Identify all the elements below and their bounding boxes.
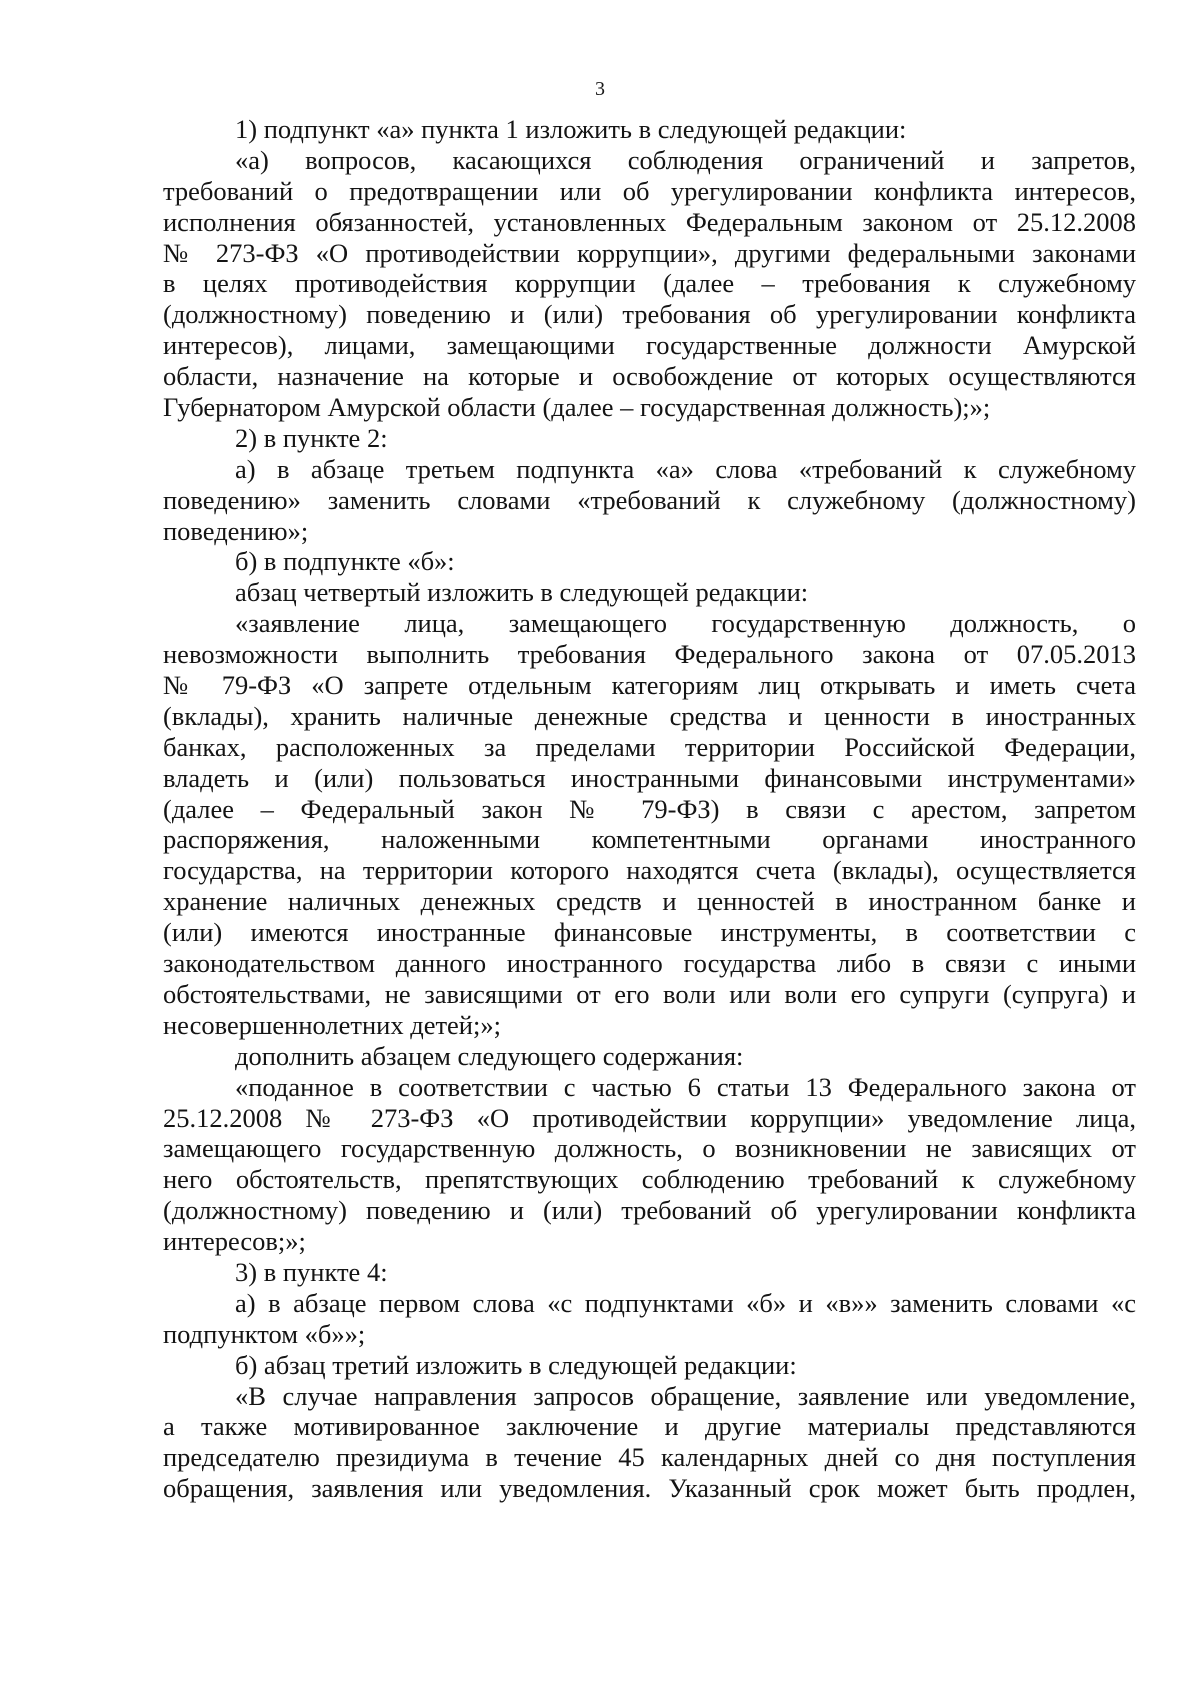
text-line: председателю президиума в течение 45 календарных дней со дня поступления <box>163 1442 1136 1473</box>
text-line: владеть и (или) пользоваться иностранными финансовыми инструментами» <box>163 762 1136 793</box>
text-line: абзац четвертый изложить в следующей редакции: <box>235 577 809 608</box>
text-line: (далее – Федеральный закон № 79-ФЗ) в связи с арестом, запретом <box>163 793 1136 824</box>
document-body <box>163 114 1136 1504</box>
text-line: исполнения обязанностей, установленных Федеральным законом от 25.12.2008 <box>163 206 1136 237</box>
page-number: 3 <box>595 78 605 100</box>
text-line: (вклады), хранить наличные денежные средства и ценности в иностранных <box>163 700 1136 731</box>
text-line: него обстоятельств, препятствующих соблюдению требований к служебному <box>163 1164 1136 1195</box>
text-line: а) в абзаце первом слова «с подпунктами «б» и «в»» заменить словами «с <box>235 1287 1136 1318</box>
text-line: «заявление лица, замещающего государственную должность, о <box>235 608 1136 639</box>
text-line: замещающего государственную должность, о возникновении не зависящих от <box>163 1133 1136 1164</box>
text-line: 2) в пункте 2: <box>235 422 388 453</box>
text-line: государства, на территории которого находятся счета (вклады), осуществляется <box>163 855 1136 886</box>
text-line: (должностному) поведению и (или) требований об урегулировании конфликта <box>163 1195 1136 1226</box>
text-line: № 79-ФЗ «О запрете отдельным категориям лиц открывать и иметь счета <box>163 670 1136 701</box>
text-line: законодательством данного иностранного государства либо в связи с иными <box>163 948 1136 979</box>
text-line: невозможности выполнить требования Федерального закона от 07.05.2013 <box>163 639 1136 670</box>
text-line: а также мотивированное заключение и другие материалы представляются <box>163 1411 1136 1442</box>
text-line: обстоятельствами, не зависящими от его воли или воли его супруги (супруга) и <box>163 978 1136 1009</box>
text-line: подпунктом «б»»; <box>163 1318 366 1349</box>
text-line: несовершеннолетних детей;»; <box>163 1009 501 1040</box>
text-line: б) в подпункте «б»: <box>235 546 455 577</box>
text-line: хранение наличных денежных средств и ценностей в иностранном банке и <box>163 886 1136 917</box>
text-line: «В случае направления запросов обращение, заявление или уведомление, <box>235 1380 1136 1411</box>
text-line: в целях противодействия коррупции (далее – требования к служебному <box>163 268 1136 299</box>
text-line: 3) в пункте 4: <box>235 1256 388 1287</box>
text-line: Губернатором Амурской области (далее – государственная должность);»; <box>163 392 991 423</box>
text-line: № 273-ФЗ «О противодействии коррупции», другими федеральными законами <box>163 237 1136 268</box>
text-line: а) в абзаце третьем подпункта «а» слова «требований к служебному <box>235 453 1136 484</box>
text-line: поведению»; <box>163 515 309 546</box>
text-line: (или) имеются иностранные финансовые инструменты, в соответствии с <box>163 917 1136 948</box>
text-line: требований о предотвращении или об урегулировании конфликта интересов, <box>163 175 1136 206</box>
text-line: (должностному) поведению и (или) требования об урегулировании конфликта <box>163 299 1136 330</box>
text-line: области, назначение на которые и освобождение от которых осуществляются <box>163 361 1136 392</box>
text-line: обращения, заявления или уведомления. Указанный срок может быть продлен, <box>163 1473 1136 1504</box>
text-line: поведению» заменить словами «требований к служебному (должностному) <box>163 484 1136 515</box>
text-line: интересов;»; <box>163 1226 306 1257</box>
text-line: б) абзац третий изложить в следующей редакции: <box>235 1349 797 1380</box>
text-line: дополнить абзацем следующего содержания: <box>235 1040 744 1071</box>
text-line: «а) вопросов, касающихся соблюдения ограничений и запретов, <box>235 144 1136 175</box>
text-line: 25.12.2008 № 273-ФЗ «О противодействии коррупции» уведомление лица, <box>163 1102 1136 1133</box>
text-line: банках, расположенных за пределами территории Российской Федерации, <box>163 731 1136 762</box>
text-line: распоряжения, наложенными компетентными органами иностранного <box>163 824 1136 855</box>
text-line: интересов), лицами, замещающими государственные должности Амурской <box>163 330 1136 361</box>
text-line: «поданное в соответствии с частью 6 статьи 13 Федерального закона от <box>235 1071 1136 1102</box>
text-line: 1) подпункт «а» пункта 1 изложить в следующей редакции: <box>235 114 907 144</box>
